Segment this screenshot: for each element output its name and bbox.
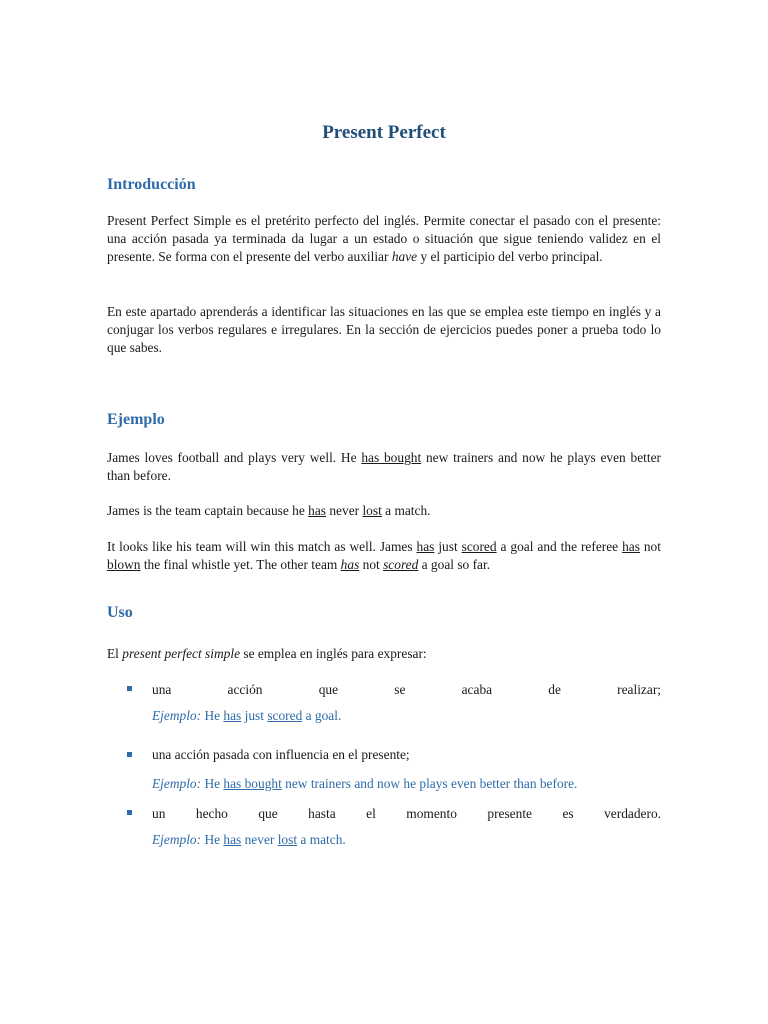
ejemplo-p3-blown: blown <box>107 557 141 572</box>
ejemplo-p2-text-b: never <box>326 503 363 518</box>
ejemplo-p3-text-e: the final whistle yet. The other team <box>140 557 341 572</box>
bullet-square-icon <box>127 810 132 815</box>
ejemplo-paragraph-3 <box>107 538 661 574</box>
example-text: new trainers and now he plays even better than before. <box>281 776 578 791</box>
ejemplo-p3-has-2: has <box>622 539 640 554</box>
heading-ejemplo: Ejemplo <box>107 411 165 428</box>
example-label: Ejemplo: <box>152 776 202 791</box>
ejemplo-paragraph-1 <box>107 449 661 485</box>
example-has: has <box>223 708 242 723</box>
ejemplo-p2-text-c: a match. <box>381 503 431 518</box>
ejemplo-p3-has-3: has <box>340 557 360 572</box>
ejemplo-p3-text-g: a goal so far. <box>418 557 491 572</box>
intro-p1-have: have <box>391 249 418 264</box>
example-label: Ejemplo: <box>152 832 202 847</box>
example-text: a match. <box>297 832 346 847</box>
bullet-square-icon <box>127 752 132 757</box>
intro-p1-text-a: Present Perfect Simple es el pretérito perfecto del inglés. Permite conectar el pasado con el presente: una acción pasada ya terminada da lugar a un estado o situación que sigue teniendo validez en el presente. Se forma con el presente del verbo auxiliar <box>107 213 661 264</box>
example-text: He <box>201 832 224 847</box>
example-text: a goal. <box>302 708 342 723</box>
uso-intro-italic: present perfect simple <box>122 646 241 661</box>
intro-paragraph-1 <box>107 212 661 266</box>
intro-paragraph-2: En este apartado aprenderás a identificar las situaciones en las que se emplea este tiempo en inglés y a conjugar los verbos regulares e irregulares. En la sección de ejercicios puedes poner a prueba todo lo que sabes. <box>107 304 661 355</box>
example-text: He <box>201 776 224 791</box>
example-text: just <box>241 708 268 723</box>
uso-item-3-text: un hecho que hasta el momento presente es verdadero. <box>152 806 661 821</box>
heading-introduccion: Introducción <box>107 176 196 193</box>
ejemplo-paragraph-2 <box>107 502 661 520</box>
uso-item-2-example <box>152 775 661 793</box>
example-verb: lost <box>277 832 298 847</box>
uso-item-1-example <box>152 707 661 725</box>
example-label: Ejemplo: <box>152 708 202 723</box>
example-text: He <box>201 708 224 723</box>
heading-uso: Uso <box>107 604 133 621</box>
uso-intro <box>107 645 661 663</box>
ejemplo-p3-text-b: just <box>434 539 462 554</box>
ejemplo-p1-has-bought: has bought <box>361 450 422 465</box>
ejemplo-p3-text-f: not <box>359 557 384 572</box>
bullet-square-icon <box>127 686 132 691</box>
intro-p1-text-b: y el participio del verbo principal. <box>417 249 603 264</box>
ejemplo-p3-text-c: a goal and the referee <box>496 539 623 554</box>
uso-item-1-text: una acción que se acaba de realizar; <box>152 682 661 697</box>
uso-item-3-example <box>152 831 661 849</box>
example-verb: scored <box>267 708 303 723</box>
example-has-bought: has bought <box>223 776 282 791</box>
page-title: Present Perfect <box>322 122 446 143</box>
uso-item-2-text: una acción pasada con influencia en el presente; <box>152 747 410 762</box>
ejemplo-p1-text-a: James loves football and plays very well. He <box>107 450 362 465</box>
example-has: has <box>223 832 242 847</box>
uso-intro-text-a: El <box>107 646 123 661</box>
ejemplo-p3-has: has <box>416 539 435 554</box>
ejemplo-p1-text-b: new trainers and now he plays even better than before. <box>107 450 661 483</box>
uso-intro-text-b: se emplea en inglés para expresar: <box>240 646 427 661</box>
ejemplo-p3-text-d: not <box>639 539 661 554</box>
ejemplo-p2-text-a: James is the team captain because he <box>107 503 309 518</box>
ejemplo-p2-has: has <box>308 503 327 518</box>
ejemplo-p3-text-a: It looks like his team will win this match as well. James <box>107 539 417 554</box>
ejemplo-p2-lost: lost <box>362 503 382 518</box>
ejemplo-p3-scored: scored <box>461 539 497 554</box>
example-text: never <box>241 832 278 847</box>
ejemplo-p3-scored-2: scored <box>383 557 419 572</box>
